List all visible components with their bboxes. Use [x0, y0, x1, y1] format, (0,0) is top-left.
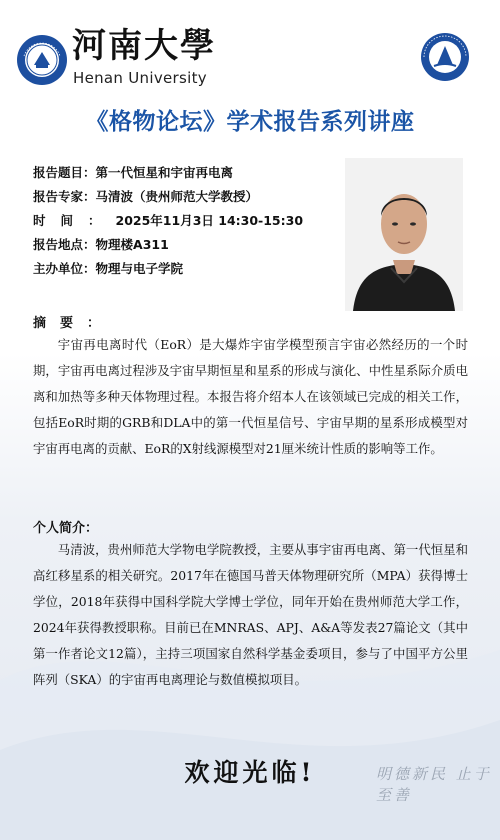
- info-row-location: [33, 233, 333, 257]
- info-value: 物理与电子学院: [95, 261, 184, 276]
- info-value: 第一代恒星和宇宙再电离: [95, 165, 234, 180]
- speaker-photo: [345, 158, 463, 311]
- info-label: 报告题目：: [33, 165, 96, 180]
- abstract-text: 宇宙再电离时代（EoR）是大爆炸宇宙学模型预言宇宙必然经历的一个时期，宇宙再电离过程涉及宇宙早期恒星和星系的形成与演化、中性星系际介质电离和加热等多种天体物理过程。本报告将介绍本人在该领域已完成的相关工作，包括EoR时期的GRB和DLA中的第一代恒星信号、宇宙早期的星系形成模型对宇宙再电离的贡献、EoR的X射线源模型对21厘米统计性质的影响等工作。: [33, 337, 468, 456]
- info-label: 报告专家：: [33, 189, 96, 204]
- info-label: 时间：: [33, 213, 116, 228]
- school-emblem-icon: [420, 32, 470, 82]
- university-motto: 明德新民 止于至善: [376, 765, 492, 804]
- info-label: 主办单位：: [33, 261, 96, 276]
- welcome-text: 欢迎光临!: [184, 758, 316, 787]
- university-name-cn: 河南大學: [72, 26, 216, 66]
- info-value: 2025年11月3日 14:30-15:30: [115, 213, 304, 228]
- info-value: 物理楼A311: [95, 237, 169, 252]
- info-value: 马清波（贵州师范大学教授）: [95, 189, 259, 204]
- info-label: 报告地点：: [33, 237, 96, 252]
- bio-text: 马清波，贵州师范大学物电学院教授，主要从事宇宙再电离、第一代恒星和高红移星系的相关研究。2017年在德国马普天体物理研究所（MPA）获得博士学位，2018年获得中国科学院大学博士学位，同年开始在贵州师范大学工作，2024年获得教授职称。目前已在MNRAS、APJ、A&A等发表27篇论文（其中第一作者论文12篇），主持三项国家自然科学基金委项目，参与了中国平方公里阵列（SKA）的宇宙再电离理论与数值模拟项目。: [33, 542, 468, 687]
- info-row-host: [33, 257, 333, 281]
- lecture-info: [33, 161, 333, 281]
- info-row-topic: [33, 161, 333, 185]
- abstract-title: 摘要：: [33, 316, 115, 331]
- bio-title: 个人简介：: [33, 521, 99, 536]
- university-name-en: Henan University: [73, 69, 207, 87]
- info-row-speaker: [33, 185, 333, 209]
- series-title: 《格物论坛》学术报告系列讲座: [85, 109, 415, 135]
- info-row-time: [33, 209, 333, 233]
- henan-university-emblem-icon: [16, 34, 68, 86]
